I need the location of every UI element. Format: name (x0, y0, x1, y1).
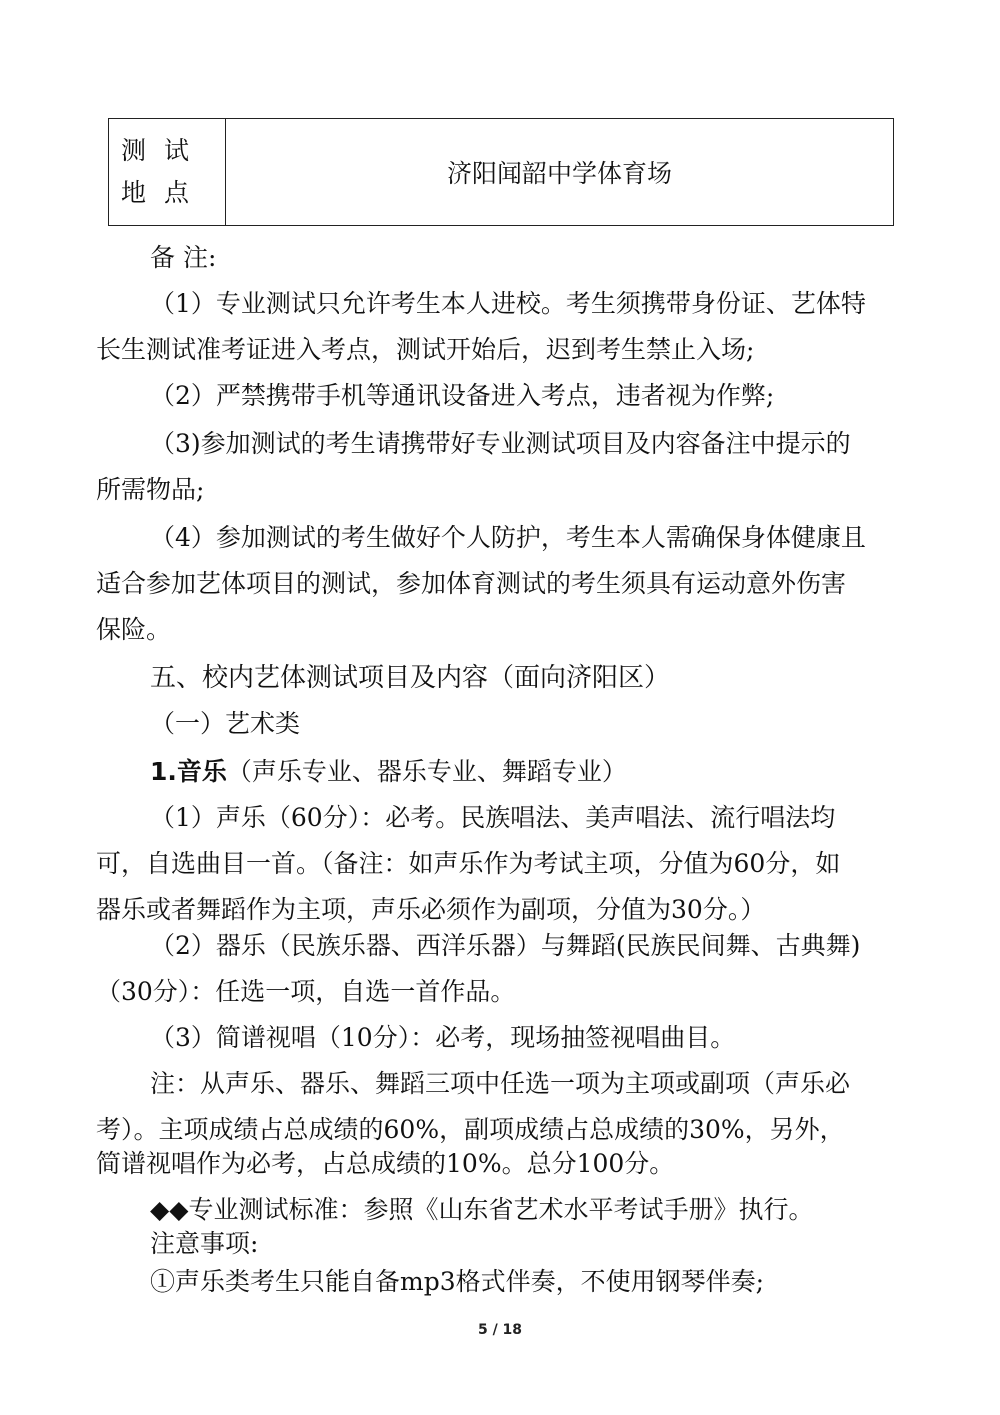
note-line: 适合参加艺体项目的测试，参加体育测试的考生须具有运动意外伤害 (96, 569, 847, 598)
body-line: 简谱视唱作为必考，占总成绩的10%。总分100分。 (96, 1149, 675, 1178)
note-line: （1）专业测试只允许考生本人进校。考生须携带身份证、艺体特 (150, 289, 866, 318)
notes-title: 备 注: (150, 243, 217, 272)
label-line-2: 地点 (121, 178, 208, 207)
page-number: 5 / 18 (477, 1322, 523, 1338)
body-line: ①声乐类考生只能自备mp3格式伴奏，不使用钢琴伴奏; (150, 1267, 765, 1296)
body-line: ◆◆专业测试标准：参照《山东省艺术水平考试手册》执行。 (150, 1195, 814, 1224)
body-line: （3）简谱视唱（10分）：必考，现场抽签视唱曲目。 (150, 1023, 736, 1052)
body-line: 考）。主项成绩占总成绩的60%，副项成绩占总成绩的30%，另外， (96, 1115, 845, 1144)
note-line: （4）参加测试的考生做好个人防护，考生本人需确保身体健康且 (150, 523, 866, 552)
note-line: 保险。 (96, 615, 172, 644)
note-line: （2）严禁携带手机等通讯设备进入考点，违者视为作弊; (150, 381, 775, 410)
section-heading: 五、校内艺体测试项目及内容（面向济阳区） (150, 663, 671, 693)
subsection-heading: （一）艺术类 (150, 709, 301, 738)
test-location-value: 济阳闻韶中学体育场 (226, 119, 894, 226)
note-line: 长生测试准考证进入考点，测试开始后，迟到考生禁止入场; (96, 335, 755, 364)
music-subtitle: （声乐专业、器乐专业、舞蹈专业） (226, 757, 627, 786)
body-line: 注意事项: (150, 1229, 259, 1258)
body-line: （2）器乐（民族乐器、西洋乐器）与舞蹈(民族民间舞、古典舞) (150, 931, 861, 960)
body-line: （30分）：任选一项，自选一首作品。 (96, 977, 516, 1006)
body-line: 注：从声乐、器乐、舞蹈三项中任选一项为主项或副项（声乐必 (150, 1069, 851, 1098)
body-line: （1）声乐（60分）：必考。民族唱法、美声唱法、流行唱法均 (150, 803, 836, 832)
body-line: 可，自选曲目一首。（备注：如声乐作为考试主项，分值为60分，如 (96, 849, 841, 878)
note-line: （3)参加测试的考生请携带好专业测试项目及内容备注中提示的 (150, 429, 851, 458)
music-label: 1.音乐 (150, 757, 227, 786)
test-location-label-cell (109, 119, 226, 226)
test-location-table (108, 118, 894, 226)
music-heading (150, 752, 627, 792)
label-line-1: 测试 (121, 136, 208, 165)
body-line: 器乐或者舞蹈作为主项，声乐必须作为副项，分值为30分。） (96, 895, 766, 924)
note-line: 所需物品; (96, 475, 205, 504)
